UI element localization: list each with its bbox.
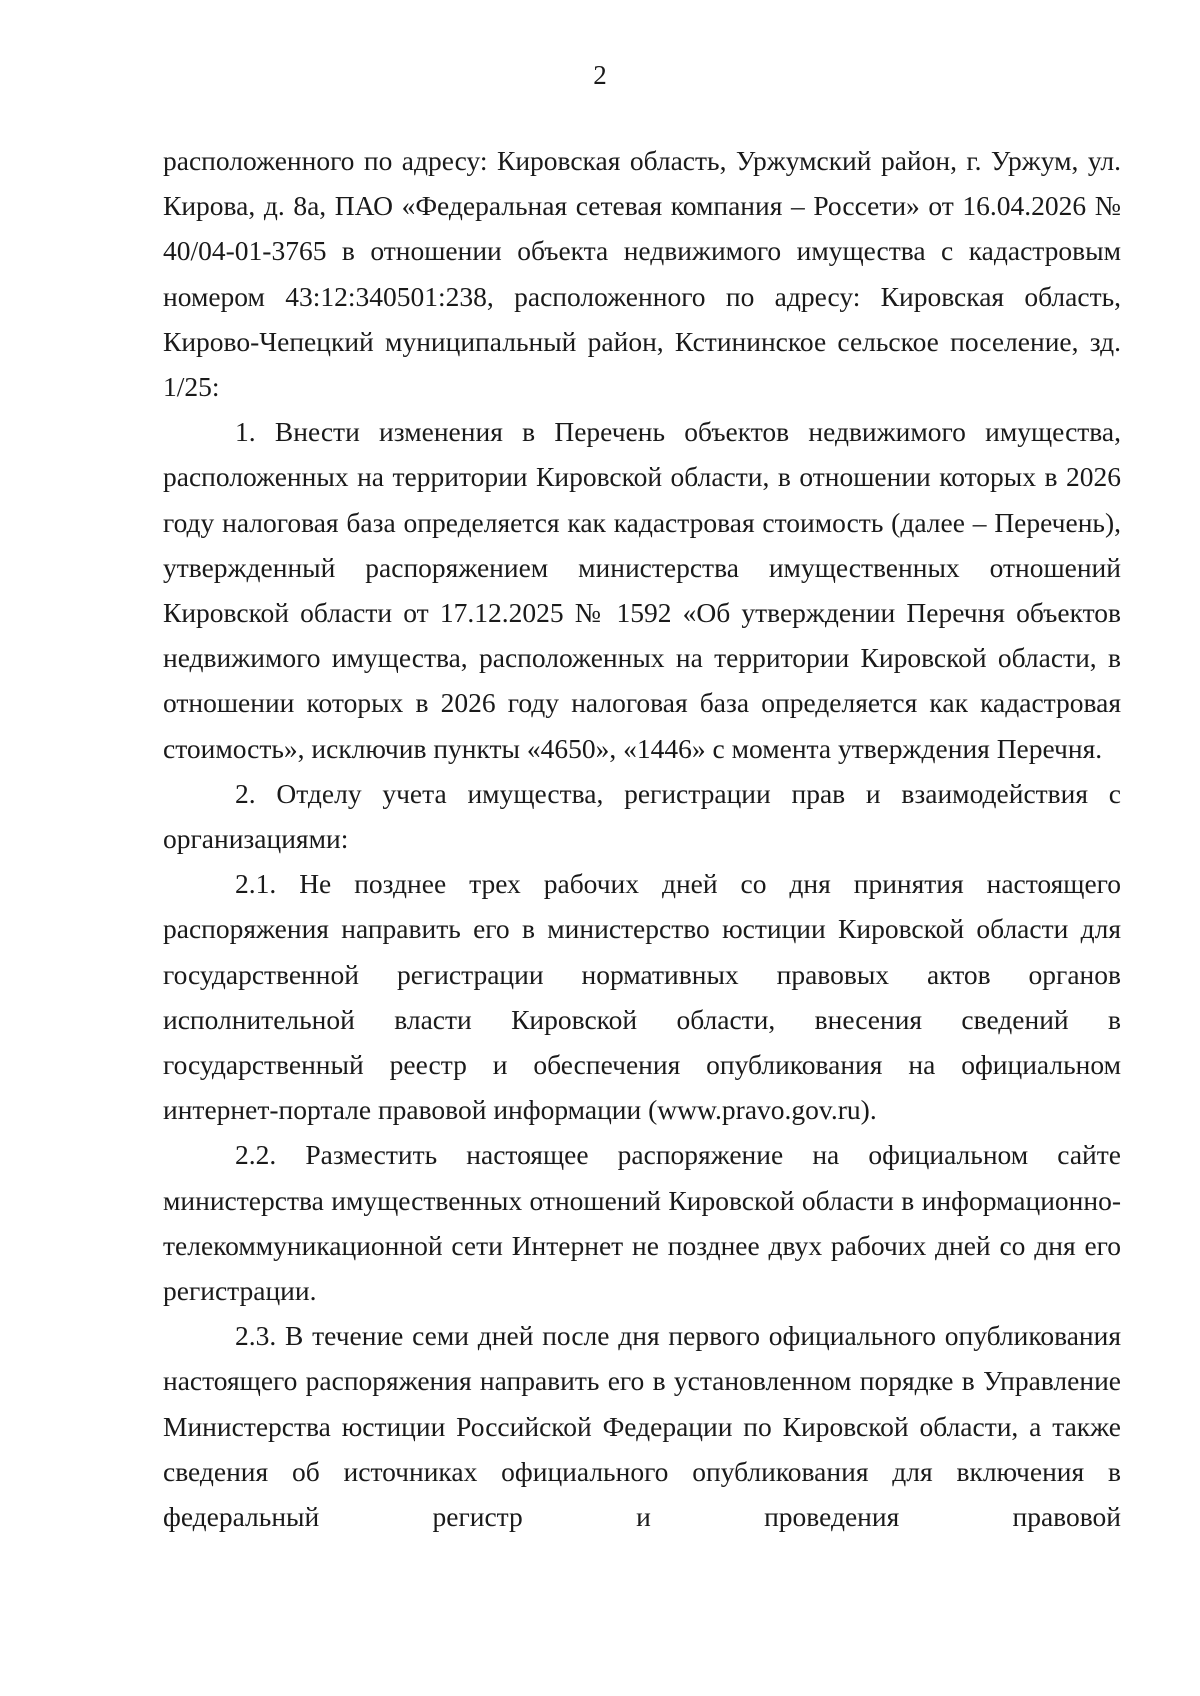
page-number: 2 [593, 60, 607, 90]
paragraph-item-2-1: 2.1. Не позднее трех рабочих дней со дня принятия настоящего распоряжения направить его в министерство юстиции Кировской области для государственной регистрации нормативных правовых актов органов исполнительной власти Кировской области, внесения сведений в государственный реестр и обеспечения опубликования на официальном интернет-портале правовой информации (www.pravo.gov.ru). [163, 868, 1121, 1126]
paragraph-item-2-2: 2.2. Разместить настоящее распоряжение на официальном сайте министерства имущественных отношений Кировской области в информационно-телекоммуникационной сети Интернет не позднее двух рабочих дней со дня его регистрации. [163, 1139, 1121, 1307]
paragraph-item-1: 1. Внести изменения в Перечень объектов недвижимого имущества, расположенных на территории Кировской области, в отношении которых в 2026 году налоговая база определяется как кадастровая стоимость (далее – Перечень), утвержденный распоряжением министерства имущественных отношений Кировской области от 17.12.2025 № 1592 «Об утверждении Перечня объектов недвижимого имущества, расположенных на территории Кировской области, в отношении которых в 2026 году налоговая база определяется как кадастровая стоимость», исключив пункты «4650», «1446» с момента утверждения Перечня. [163, 416, 1121, 764]
paragraph-item-2: 2. Отделу учета имущества, регистрации прав и взаимодействия с организациями: [163, 777, 1121, 855]
paragraph-intro: расположенного по адресу: Кировская область, Уржумский район, г. Уржум, ул. Кирова, д. 8а, ПАО «Федеральная сетевая компания – Россети» от 16.04.2026 № 40/04-01-3765 в отношении объекта недвижимого имущества с кадастровым номером 43:12:340501:238, расположенного по адресу: Кировская область, Кирово-Чепецкий муниципальный район, Кстининское сельское поселение, зд. 1/25: [163, 145, 1121, 403]
paragraph-item-2-3: 2.3. В течение семи дней после дня первого официального опубликования настоящего распоряжения направить его в установленном порядке в Управление Министерства юстиции Российской Федерации по Кировской области, а также сведения об источниках официального опубликования для включения в федеральный регистр и проведения правовой [163, 1320, 1121, 1533]
document-body [163, 138, 1121, 1539]
